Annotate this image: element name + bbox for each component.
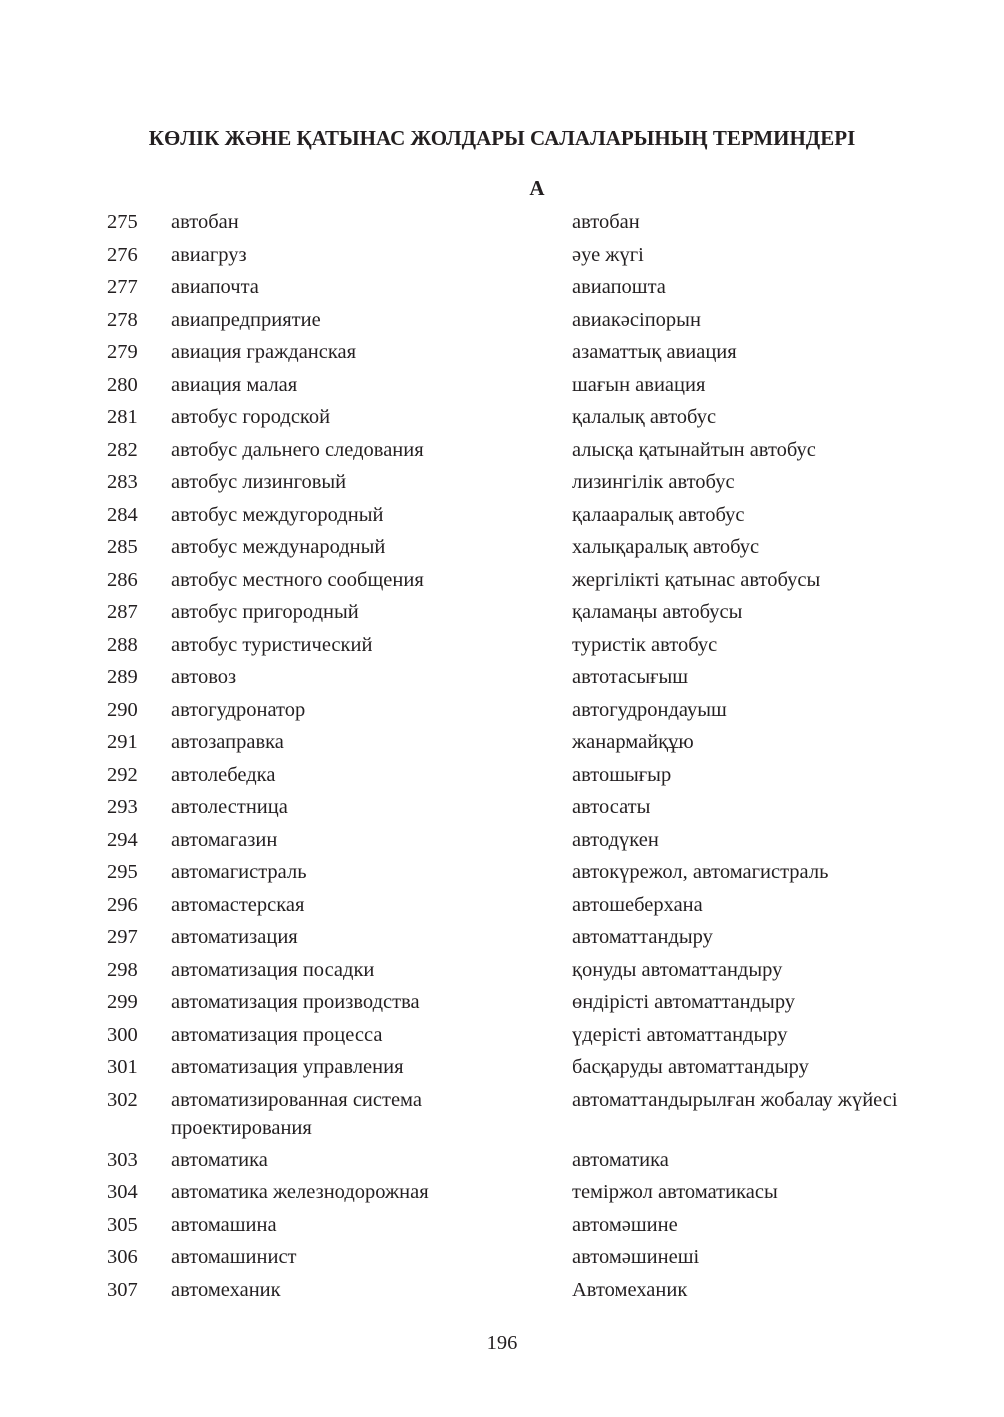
term-row: [0, 1243, 1004, 1276]
term-number: 290: [107, 698, 138, 721]
term-kazakh: автомәшине: [572, 1213, 678, 1236]
page-number: 196: [486, 1332, 518, 1354]
term-kazakh: авиапошта: [572, 276, 666, 298]
term-number: 304: [107, 1181, 138, 1203]
term-row: [0, 923, 1004, 956]
term-row: [0, 1146, 1004, 1179]
term-kazakh: теміржол автоматикасы: [572, 1181, 778, 1203]
term-number: 280: [107, 373, 138, 396]
term-number: 294: [107, 828, 138, 851]
term-russian: автогудронатор: [171, 698, 306, 721]
term-kazakh: автодүкен: [572, 828, 659, 851]
term-list: [0, 208, 1004, 1308]
term-row: [0, 826, 1004, 859]
term-row: [0, 241, 1004, 274]
term-row: [0, 858, 1004, 891]
term-kazakh: алысқа қатынайтын автобус: [572, 438, 816, 461]
term-russian: автобус туристический: [171, 633, 373, 656]
term-row: [0, 988, 1004, 1021]
term-row: [0, 598, 1004, 631]
term-kazakh: автогудрондауыш: [572, 698, 727, 721]
term-row: [0, 891, 1004, 924]
term-russian: автолестница: [171, 796, 288, 818]
term-russian: авиапредприятие: [171, 308, 321, 331]
term-row: [0, 728, 1004, 761]
term-row: [0, 273, 1004, 306]
term-kazakh: әуе жүгі: [572, 243, 644, 266]
term-number: 301: [107, 1056, 138, 1078]
term-kazakh: автоматтандырылған жобалау жүйесі: [572, 1088, 898, 1111]
term-russian: автобус городской: [171, 406, 331, 428]
term-number: 296: [107, 893, 138, 916]
term-russian: автоматизация посадки: [171, 958, 375, 981]
term-russian: автозаправка: [171, 731, 284, 753]
term-row: [0, 468, 1004, 501]
term-number: 298: [107, 958, 138, 981]
term-number: 292: [107, 763, 138, 786]
term-kazakh: лизингілік автобус: [572, 471, 735, 493]
term-russian: автоматизация управления: [171, 1056, 404, 1078]
term-number: 275: [107, 211, 138, 233]
term-russian: автовоз: [171, 666, 237, 688]
term-number: 285: [107, 536, 138, 558]
section-letter: А: [529, 176, 545, 200]
term-russian: автоматизация процесса: [171, 1023, 383, 1046]
term-russian: автоматика железнодорожная: [171, 1181, 429, 1203]
term-russian: автомашинист: [171, 1246, 297, 1268]
term-russian: автолебедка: [171, 763, 276, 786]
term-row: [0, 1178, 1004, 1211]
term-number: 295: [107, 861, 138, 883]
term-kazakh: авиакәсіпорын: [572, 308, 701, 331]
term-kazakh: үдерісті автоматтандыру: [572, 1023, 788, 1046]
term-number: 302: [107, 1088, 138, 1111]
term-row: [0, 631, 1004, 664]
term-kazakh: автошығыр: [572, 763, 672, 786]
term-number: 291: [107, 731, 138, 753]
term-russian: автоматизированная система проектирования: [171, 1088, 422, 1139]
term-russian: автоматизация производства: [171, 991, 420, 1013]
term-russian: авиагруз: [171, 243, 247, 266]
term-kazakh: қалааралық автобус: [572, 503, 745, 526]
term-row: [0, 1211, 1004, 1244]
term-kazakh: туристік автобус: [572, 633, 718, 656]
term-russian: автобус международный: [171, 536, 386, 558]
term-row: [0, 566, 1004, 599]
term-kazakh: автокүрежол, автомагистраль: [572, 861, 829, 883]
term-row: [0, 306, 1004, 339]
term-russian: автобан: [171, 211, 239, 233]
term-number: 279: [107, 341, 138, 363]
term-row: [0, 1021, 1004, 1054]
term-number: 297: [107, 926, 138, 948]
term-kazakh: азаматтық авиация: [572, 341, 737, 363]
term-number: 293: [107, 796, 138, 818]
term-number: 287: [107, 601, 138, 623]
term-number: 289: [107, 666, 138, 688]
page-title: КӨЛІК ЖӘНЕ ҚАТЫНАС ЖОЛДАРЫ САЛАЛАРЫНЫҢ ТЕРМИНДЕРІ: [148, 126, 856, 150]
term-kazakh: өндірісті автоматтандыру: [572, 991, 796, 1013]
term-row: [0, 338, 1004, 371]
term-row: [0, 501, 1004, 534]
term-russian: авиация гражданская: [171, 341, 357, 363]
term-kazakh: халықаралық автобус: [572, 536, 760, 558]
term-row: [0, 793, 1004, 826]
term-row: [0, 663, 1004, 696]
term-row: [0, 1053, 1004, 1086]
term-row: [0, 533, 1004, 566]
term-number: 283: [107, 471, 138, 493]
term-kazakh: автобан: [572, 211, 640, 233]
term-kazakh: автотасығыш: [572, 666, 689, 688]
term-number: 299: [107, 991, 138, 1013]
term-row: [0, 956, 1004, 989]
term-russian: автомагистраль: [171, 861, 307, 883]
term-russian: автобус лизинговый: [171, 471, 347, 493]
term-kazakh: қонуды автоматтандыру: [572, 958, 783, 981]
term-russian: автомастерская: [171, 893, 305, 916]
term-row: [0, 1276, 1004, 1309]
term-kazakh: қалалық автобус: [572, 406, 717, 428]
term-kazakh: автомәшинеші: [572, 1246, 700, 1268]
term-number: 306: [107, 1246, 138, 1268]
term-number: 277: [107, 276, 138, 298]
term-kazakh: жанармайқұю: [572, 731, 694, 753]
term-russian: автомеханик: [171, 1278, 281, 1301]
term-row: [0, 403, 1004, 436]
term-number: 288: [107, 633, 138, 656]
term-russian: автобус междугородный: [171, 503, 384, 526]
term-row: [0, 761, 1004, 794]
term-number: 286: [107, 568, 138, 591]
term-russian: автоматизация: [171, 926, 298, 948]
term-kazakh: жергілікті қатынас автобусы: [572, 568, 821, 591]
term-russian: автобус местного сообщения: [171, 568, 424, 591]
term-russian: авиапочта: [171, 276, 259, 298]
term-row: [0, 371, 1004, 404]
term-kazakh: шағын авиация: [572, 373, 706, 396]
term-russian: автобус пригородный: [171, 601, 359, 623]
term-russian: автобус дальнего следования: [171, 438, 424, 461]
term-kazakh: автошеберхана: [572, 893, 703, 916]
term-russian: автоматика: [171, 1148, 268, 1171]
term-russian: автомагазин: [171, 828, 278, 851]
term-row: [0, 1086, 1004, 1146]
term-russian: автомашина: [171, 1213, 277, 1236]
term-row: [0, 208, 1004, 241]
term-kazakh: автосаты: [572, 796, 651, 818]
term-number: 300: [107, 1023, 138, 1046]
term-kazakh: Автомеханик: [572, 1278, 688, 1301]
term-kazakh: басқаруды автоматтандыру: [572, 1056, 809, 1078]
term-kazakh: автоматика: [572, 1148, 669, 1171]
term-number: 284: [107, 503, 138, 526]
term-russian: авиация малая: [171, 373, 298, 396]
term-row: [0, 696, 1004, 729]
term-row: [0, 436, 1004, 469]
term-number: 282: [107, 438, 138, 461]
term-number: 281: [107, 406, 138, 428]
term-number: 307: [107, 1278, 138, 1301]
term-kazakh: қаламаңы автобусы: [572, 601, 743, 623]
term-kazakh: автоматтандыру: [572, 926, 713, 948]
term-number: 276: [107, 243, 138, 266]
term-number: 278: [107, 308, 138, 331]
term-number: 303: [107, 1148, 138, 1171]
term-number: 305: [107, 1213, 138, 1236]
